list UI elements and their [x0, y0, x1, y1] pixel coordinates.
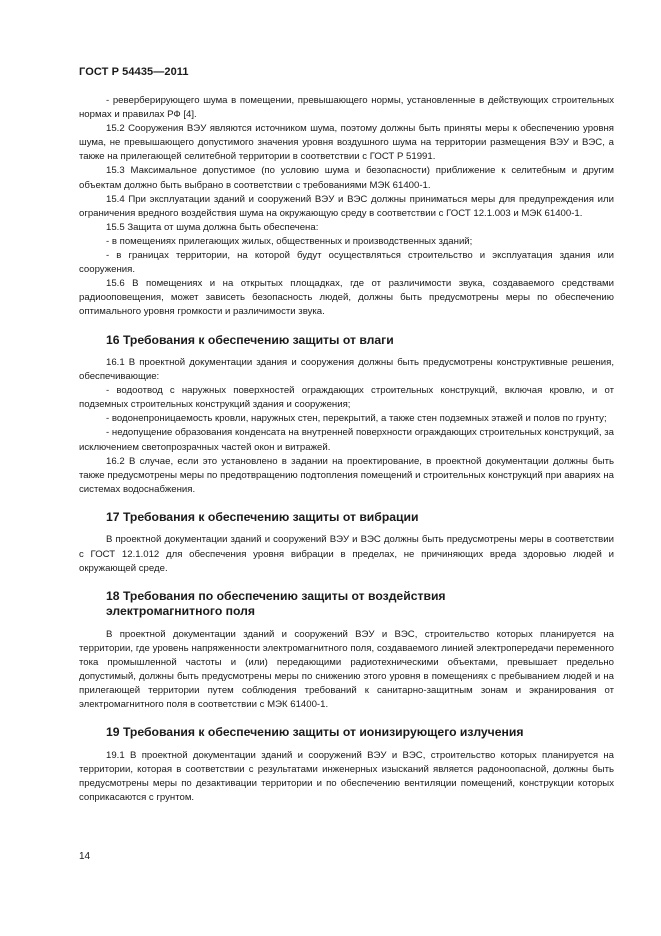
list-item: - водоотвод с наружных поверхностей ограждающих строительных конструкций, включая кровлю, и от подземных строительных конструкций здания и сооружения; — [79, 385, 614, 411]
paragraph-15-2: 15.2 Сооружения ВЭУ являются источником шума, поэтому должны быть приняты меры к обеспечению уровня шума, не превышающего допустимого значения уровня воздушного шума на территории размещения ВЭУ и ВЭС, а также на прилегающей селитебной территории в соответствии с ГОСТ Р 51991. — [79, 123, 614, 163]
page-number: 14 — [79, 851, 91, 862]
paragraph-15-5: 15.5 Защита от шума должна быть обеспечена: — [106, 221, 319, 233]
list-item: - в помещениях прилегающих жилых, общественных и производственных зданий; — [106, 235, 473, 247]
paragraph-15-1-cont: - реверберирующего шума в помещении, превышающего нормы, установленные в действующих строительных нормах и правилах РФ [4]. — [79, 95, 614, 121]
paragraph-16-2: 16.2 В случае, если это установлено в задании на проектирование, в проектной документации должны быть также предусмотрены меры по предотвращению подтопления помещений и строительных конструкций при авариях на системах водоснабжения. — [79, 455, 614, 495]
paragraph-18: В проектной документации зданий и сооружений ВЭУ и ВЭС, строительство которых планируется на территории, где уровень напряженности электромагнитного поля, создаваемого линией электропередачи переменного тока промышленной частоты и (или) передающими радиотехническими объектами, превышает предельно допустимый, должны быть предусмотрены меры по снижению этого уровня в помещениях с пребыванием людей и на прилегающей территории путем соблюдения требований к санитарно-защитным зонам и экранирования от электромагнитного поля в соответствии с МЭК 61400-1. — [79, 628, 614, 711]
section-17-heading: 17 Требования к обеспечению защиты от вибрации — [106, 509, 419, 524]
document-body — [79, 94, 614, 805]
paragraph-15-4: 15.4 При эксплуатации зданий и сооружений ВЭУ и ВЭС должны приниматься меры для предупреждения или ограничения вредного воздействия шума на окружающую среду в соответствии с ГОСТ 12.1.003 и МЭК 61400-1. — [79, 193, 614, 219]
document-code-header: ГОСТ Р 54435—2011 — [79, 66, 189, 78]
section-18-heading-line1: 18 Требования по обеспечению защиты от воздействия — [106, 588, 446, 603]
list-item: - водонепроницаемость кровли, наружных стен, перекрытий, а также стен подземных этажей и полов по грунту; — [106, 413, 607, 425]
list-item: - недопущение образования конденсата на внутренней поверхности ограждающих строительных конструкций, за исключением светопрозрачных частей окон и витражей. — [79, 427, 614, 453]
paragraph-15-6: 15.6 В помещениях и на открытых площадках, где от различимости звука, создаваемого средствами радиооповещения, может зависеть безопасность людей, должны быть предусмотрены меры по обеспечению оптимального уровня громкости и различимости звука. — [79, 278, 614, 318]
paragraph-19-1: 19.1 В проектной документации зданий и сооружений ВЭУ и ВЭС, строительство которых планируется на территории, которая в соответствии с результатами инженерных изысканий является радоноопасной, должны быть предусмотрены меры по дезактивации территории и по обеспечению вентиляции помещений, конструкции которых соприкасаются с грунтом. — [79, 749, 614, 804]
paragraph-16-1: 16.1 В проектной документации здания и сооружения должны быть предусмотрены конструктивные решения, обеспечивающие: — [79, 357, 614, 383]
section-18-heading-line2: электромагнитного поля — [106, 604, 256, 619]
paragraph-15-3: 15.3 Максимальное допустимое (по условию шума и безопасности) приближение к селитебным и другим объектам должно быть выбрано в соответствии с требованиями МЭК 61400-1. — [79, 165, 614, 191]
section-16-heading: 16 Требования к обеспечению защиты от влаги — [106, 332, 394, 347]
paragraph-17: В проектной документации зданий и сооружений ВЭУ и ВЭС должны быть предусмотрены меры в соответствии с ГОСТ 12.1.012 для обеспечения уровня вибрации в пределах, не причиняющих вреда здоровью людей и окружающей среде. — [79, 534, 614, 574]
section-19-heading: 19 Требования к обеспечению защиты от ионизирующего излучения — [106, 725, 524, 740]
list-item: - в границах территории, на которой будут осуществляться строительство и эксплуатация здания или сооружения. — [79, 250, 614, 276]
